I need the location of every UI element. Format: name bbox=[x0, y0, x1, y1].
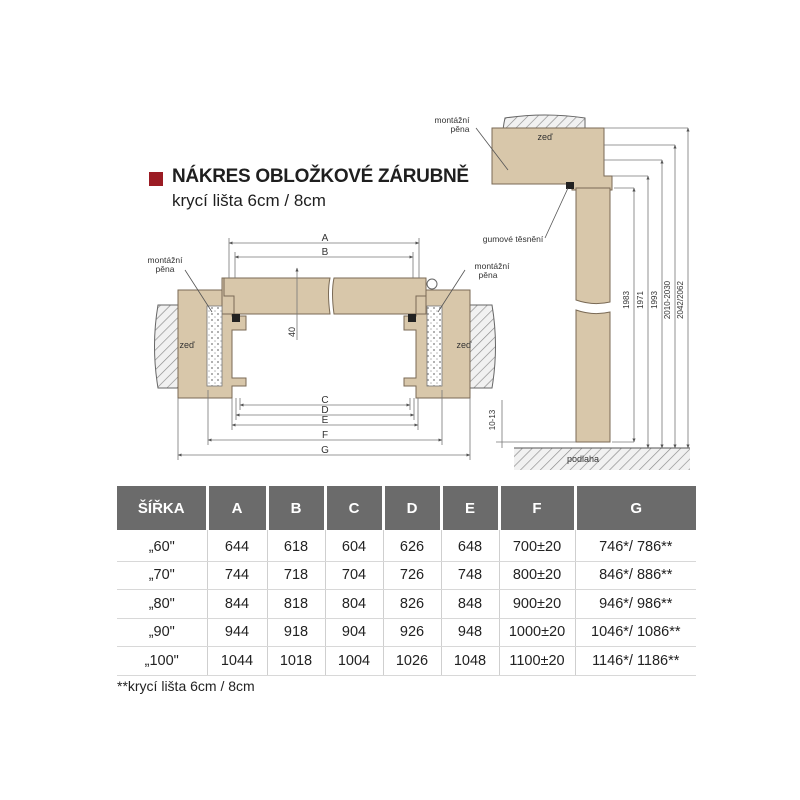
cell-d: 626 bbox=[383, 530, 441, 561]
section-view bbox=[435, 115, 690, 470]
cell-b: 718 bbox=[267, 561, 325, 590]
cell-width: „60" bbox=[117, 530, 207, 561]
header-a: A bbox=[207, 486, 267, 530]
table-row bbox=[117, 618, 696, 647]
cell-e: 748 bbox=[441, 561, 499, 590]
height-label-5: 2042/2062 bbox=[676, 281, 685, 319]
cell-f: 1000±20 bbox=[499, 618, 575, 647]
depth-label: 40 bbox=[287, 326, 297, 338]
cell-width: „100" bbox=[117, 647, 207, 676]
dim-label-a: A bbox=[321, 233, 329, 244]
plan-view bbox=[148, 233, 511, 460]
right-wall-label: zeď bbox=[456, 340, 472, 350]
left-foam-label-line2: pěna bbox=[155, 264, 175, 274]
header-e: E bbox=[441, 486, 499, 530]
header-sirka: ŠÍŘKA bbox=[117, 486, 207, 530]
cell-c: 904 bbox=[325, 618, 383, 647]
cell-a: 1044 bbox=[207, 647, 267, 676]
dim-label-e: E bbox=[321, 415, 329, 426]
table-row bbox=[117, 530, 696, 561]
dim-label-b: B bbox=[321, 247, 329, 258]
cell-f: 1100±20 bbox=[499, 647, 575, 676]
height-label-1: 1983 bbox=[622, 291, 631, 309]
cell-d: 826 bbox=[383, 590, 441, 619]
cell-e: 848 bbox=[441, 590, 499, 619]
cell-b: 918 bbox=[267, 618, 325, 647]
page-title: NÁKRES OBLOŽKOVÉ ZÁRUBNĚ bbox=[172, 166, 469, 187]
left-foam bbox=[207, 306, 222, 386]
header-b: B bbox=[267, 486, 325, 530]
dim-label-f: F bbox=[321, 430, 329, 441]
right-foam-label-line1: montážní bbox=[474, 261, 510, 271]
section-door-leaf bbox=[576, 188, 610, 442]
cell-e: 1048 bbox=[441, 647, 499, 676]
cell-a: 944 bbox=[207, 618, 267, 647]
header-g: G bbox=[575, 486, 696, 530]
cell-g: 746*/ 786** bbox=[575, 530, 696, 561]
cell-g: 846*/ 886** bbox=[575, 561, 696, 590]
title-marker bbox=[149, 172, 163, 186]
header-d: D bbox=[383, 486, 441, 530]
cell-e: 948 bbox=[441, 618, 499, 647]
gap-label: 10-13 bbox=[488, 409, 497, 431]
cell-c: 604 bbox=[325, 530, 383, 561]
dimensions-table bbox=[117, 486, 696, 676]
table-header-row bbox=[117, 486, 696, 530]
cell-g: 1046*/ 1086** bbox=[575, 618, 696, 647]
right-foam-label-line2: pěna bbox=[478, 270, 498, 280]
header-f: F bbox=[499, 486, 575, 530]
cell-c: 1004 bbox=[325, 647, 383, 676]
cell-f: 700±20 bbox=[499, 530, 575, 561]
cell-f: 900±20 bbox=[499, 590, 575, 619]
footnote: **krycí lišta 6cm / 8cm bbox=[117, 678, 255, 694]
cell-a: 744 bbox=[207, 561, 267, 590]
cell-f: 800±20 bbox=[499, 561, 575, 590]
cell-b: 1018 bbox=[267, 647, 325, 676]
cell-c: 704 bbox=[325, 561, 383, 590]
cell-d: 1026 bbox=[383, 647, 441, 676]
cell-a: 644 bbox=[207, 530, 267, 561]
section-wall-label: zeď bbox=[537, 132, 553, 142]
dim-label-d: D bbox=[321, 405, 329, 416]
cell-width: „80" bbox=[117, 590, 207, 619]
cell-e: 648 bbox=[441, 530, 499, 561]
cell-g: 946*/ 986** bbox=[575, 590, 696, 619]
cell-c: 804 bbox=[325, 590, 383, 619]
height-label-4: 2010-2030 bbox=[663, 280, 672, 320]
table-row bbox=[117, 647, 696, 676]
section-foam-label-line1: montážní bbox=[434, 115, 470, 125]
left-wall-label: zeď bbox=[179, 340, 195, 350]
height-label-2: 1971 bbox=[636, 291, 645, 309]
floor-label: podlaha bbox=[566, 454, 600, 464]
page-subtitle: krycí lišta 6cm / 8cm bbox=[172, 191, 326, 210]
dim-label-c: C bbox=[321, 395, 329, 406]
header-c: C bbox=[325, 486, 383, 530]
height-label-3: 1993 bbox=[650, 291, 659, 309]
cell-b: 818 bbox=[267, 590, 325, 619]
floor bbox=[514, 448, 690, 470]
section-foam-label-line2: pěna bbox=[450, 124, 470, 134]
cell-width: „70" bbox=[117, 561, 207, 590]
right-foam bbox=[427, 306, 442, 386]
cell-d: 926 bbox=[383, 618, 441, 647]
left-foam-label-line1: montážní bbox=[147, 255, 183, 265]
table-row bbox=[117, 590, 696, 619]
cell-a: 844 bbox=[207, 590, 267, 619]
cell-d: 726 bbox=[383, 561, 441, 590]
cell-width: „90" bbox=[117, 618, 207, 647]
door-leaf bbox=[224, 278, 426, 314]
cell-b: 618 bbox=[267, 530, 325, 561]
table-row bbox=[117, 561, 696, 590]
cell-g: 1146*/ 1186** bbox=[575, 647, 696, 676]
dim-label-g: G bbox=[321, 445, 329, 456]
seal-label: gumové těsnění bbox=[482, 234, 544, 244]
